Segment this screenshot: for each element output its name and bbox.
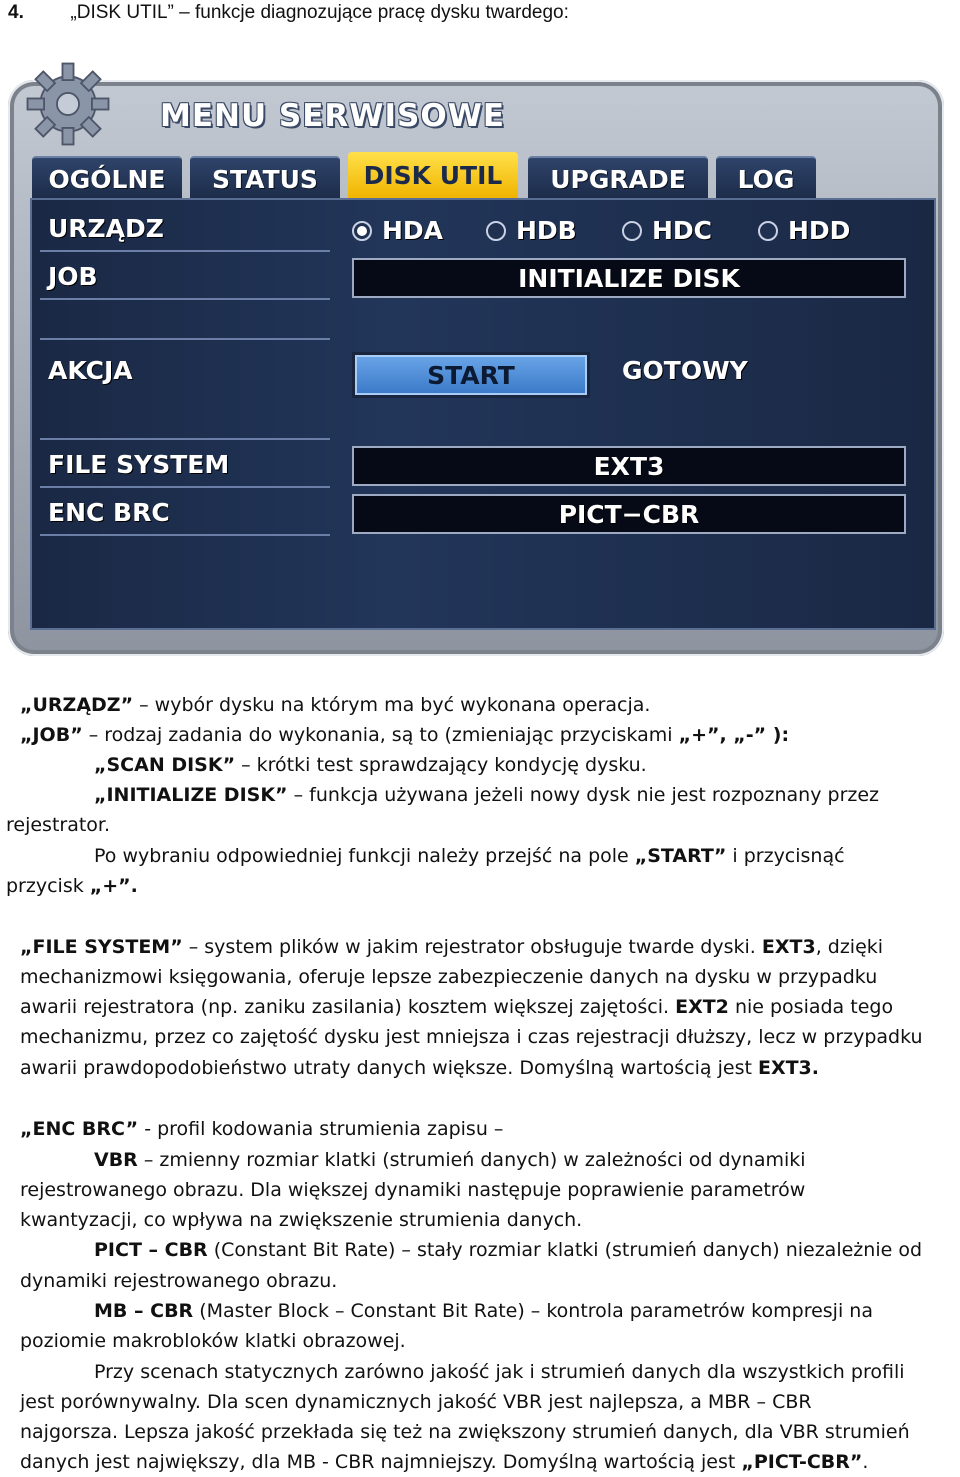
row-divider [40, 534, 330, 536]
status-text: GOTOWY [622, 356, 748, 385]
radio-unselected-icon [758, 221, 778, 241]
text-line: jest porównywalny. Dla scen dynamicznych jakość VBR jest najlepsza, a MBR – CBR [20, 1391, 812, 1413]
radio-hda[interactable] [352, 216, 443, 245]
text-line: rejestrowanego obrazu. Dla większej dynamiki następuje poprawienie parametrów [20, 1179, 806, 1201]
tab-log[interactable]: LOG [716, 156, 816, 200]
row-divider [40, 438, 330, 440]
file-system-label: FILE SYSTEM [48, 450, 230, 479]
text-line: PICT – CBR (Constant Bit Rate) – stały rozmiar klatki (strumień danych) niezależnie od [94, 1239, 923, 1261]
radio-label: HDC [652, 216, 713, 245]
radio-selected-icon [352, 221, 372, 241]
text-line: przycisk „+”. [6, 875, 138, 897]
job-select[interactable]: INITIALIZE DISK [352, 258, 906, 298]
row-divider [40, 298, 330, 300]
text-line: Po wybraniu odpowiedniej funkcji należy przejść na pole „START” i przycisnąć [94, 845, 845, 867]
row-divider [40, 250, 330, 252]
radio-unselected-icon [622, 221, 642, 241]
tab-disk-util[interactable]: DISK UTIL [348, 152, 518, 198]
text-line: awarii prawdopodobieństwo utraty danych większe. Domyślną wartością jest EXT3. [20, 1057, 819, 1079]
heading-number: 4. [8, 2, 24, 23]
menu-title: MENU SERWISOWE [160, 98, 506, 134]
radio-label: HDA [382, 216, 444, 245]
text-line: poziomie makrobloków klatki obrazowej. [20, 1330, 406, 1352]
enc-brc-label: ENC BRC [48, 498, 170, 527]
row-divider [40, 486, 330, 488]
text-line: „URZĄDZ” – wybór dysku na którym ma być wykonana operacja. [20, 694, 651, 716]
row-divider [40, 338, 330, 340]
text-line: rejestrator. [6, 814, 111, 836]
job-label: JOB [48, 262, 98, 291]
text-line: „JOB” – rodzaj zadania do wykonania, są to (zmieniając przyciskami „+”, „-” ): [20, 724, 790, 746]
start-button[interactable]: START [352, 352, 590, 398]
radio-label: HDD [788, 216, 851, 245]
text-line: VBR – zmienny rozmiar klatki (strumień danych) w zależności od dynamiki [94, 1149, 806, 1171]
text-line: dynamiki rejestrowanego obrazu. [20, 1270, 338, 1292]
text-line: „ENC BRC” - profil kodowania strumienia zapisu – [20, 1118, 504, 1140]
urzadz-label: URZĄDZ [48, 214, 164, 243]
file-system-select[interactable]: EXT3 [352, 446, 906, 486]
text-line: Przy scenach statycznych zarówno jakość jak i strumień danych dla wszystkich profili [94, 1361, 905, 1383]
text-line: mechanizmowi księgowania, oferuje lepsze zabezpieczenie danych na dysku w przypadku [20, 966, 878, 988]
tab-status[interactable]: STATUS [190, 156, 340, 200]
gear-icon [22, 58, 114, 150]
tab-upgrade[interactable]: UPGRADE [528, 156, 708, 200]
text-line: „FILE SYSTEM” – system plików w jakim rejestrator obsługuje twarde dyski. EXT3, dzięki [20, 936, 884, 958]
text-line: kwantyzacji, co wpływa na zwiększenie strumienia danych. [20, 1209, 583, 1231]
text-line: mechanizmu, przez co zajętość dysku jest mniejsza i czas rejestracji dłuższy, lecz w przypadku [20, 1026, 923, 1048]
text-line: „INITIALIZE DISK” – funkcja używana jeżeli nowy dysk nie jest rozpoznany przez [94, 784, 880, 806]
text-line: danych jest największy, dla MB - CBR najmniejszy. Domyślną wartością jest „PICT-CBR”. [20, 1451, 869, 1473]
akcja-label: AKCJA [48, 356, 133, 385]
enc-brc-select[interactable]: PICT−CBR [352, 494, 906, 534]
radio-hdc[interactable] [622, 216, 712, 245]
radio-hdb[interactable] [486, 216, 577, 245]
heading-title: „DISK UTIL” – funkcje diagnozujące pracę dysku twardego: [70, 2, 569, 23]
section-heading [8, 2, 569, 24]
radio-label: HDB [516, 216, 577, 245]
text-line: „SCAN DISK” – krótki test sprawdzający kondycję dysku. [94, 754, 647, 776]
text-line: awarii rejestratora (np. zaniku zasilania) kosztem większej zajętości. EXT2 nie posiada tego [20, 996, 894, 1018]
disk-util-panel [30, 198, 936, 630]
radio-hdd[interactable] [758, 216, 850, 245]
radio-unselected-icon [486, 221, 506, 241]
text-line: MB – CBR (Master Block – Constant Bit Rate) – kontrola parametrów kompresji na [94, 1300, 873, 1322]
tab-ogolne[interactable]: OGÓLNE [32, 156, 182, 200]
text-line: najgorsza. Lepsza jakość przekłada się też na zwiększony strumień danych, dla VBR strumień [20, 1421, 910, 1443]
